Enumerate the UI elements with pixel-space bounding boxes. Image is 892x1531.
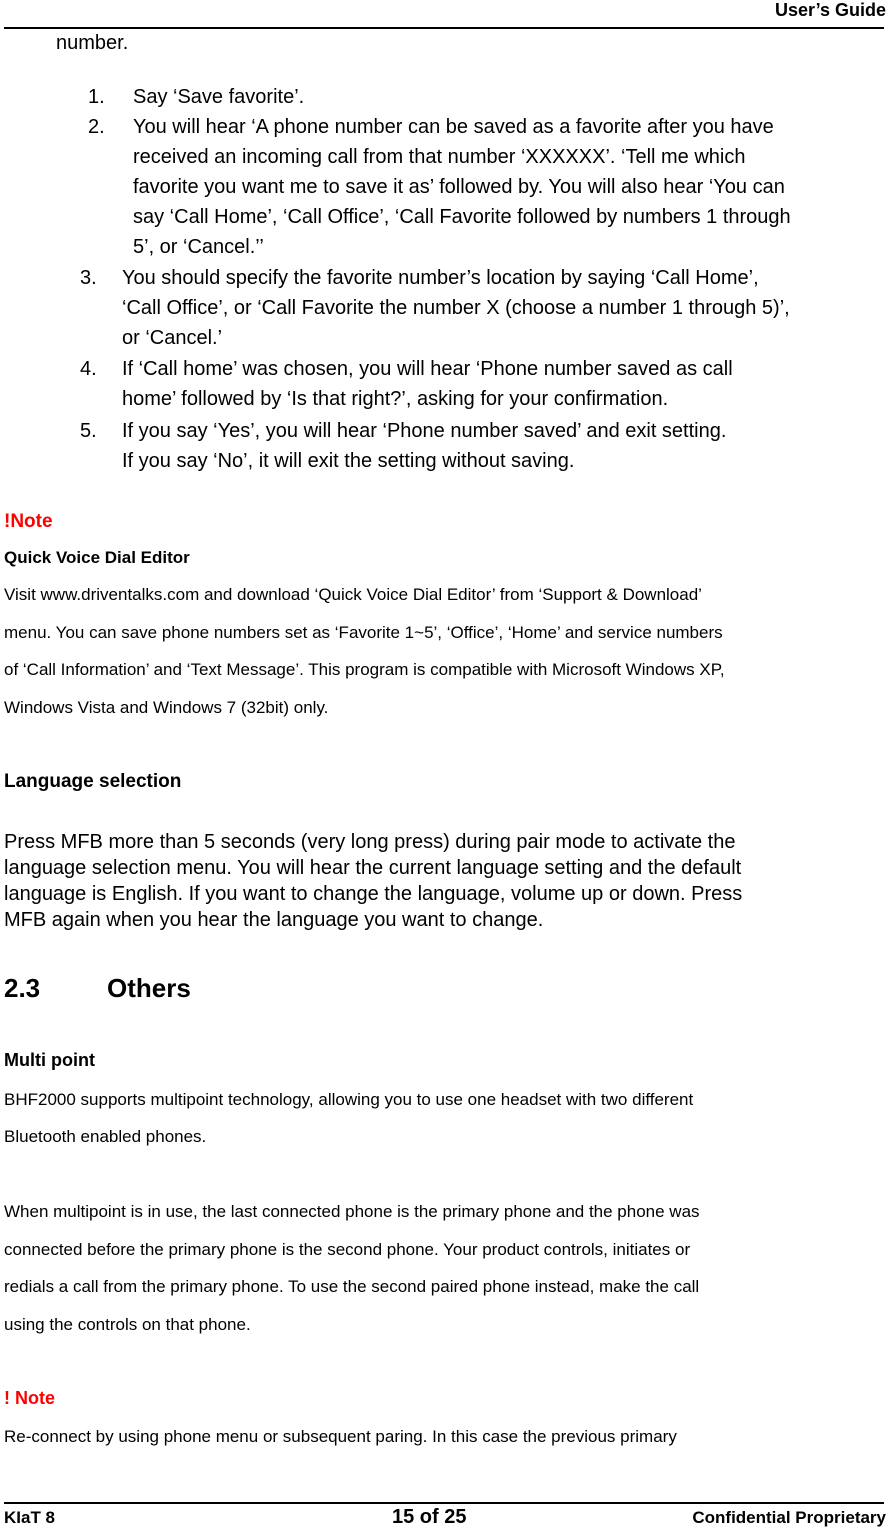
step-text: home’ followed by ‘Is that right?’, asking for your confirmation. — [122, 388, 669, 410]
step-text: ‘Call Office’, or ‘Call Favorite the number X (choose a number 1 through 5)’, — [122, 297, 790, 319]
footer-left: KIaT 8 — [4, 1508, 56, 1527]
language-text: Press MFB more than 5 seconds (very long press) during pair mode to activate the — [4, 831, 736, 853]
step-text: If you say ‘Yes’, you will hear ‘Phone number saved’ and exit setting. — [122, 420, 727, 442]
header-rule — [4, 27, 884, 29]
step-text: say ‘Call Home’, ‘Call Office’, ‘Call Favorite followed by numbers 1 through — [133, 206, 791, 228]
multipoint-text: using the controls on that phone. — [4, 1315, 251, 1334]
step-number: 3. — [80, 267, 97, 289]
step-text: or ‘Cancel.’ — [122, 327, 223, 349]
multipoint-text: connected before the primary phone is the second phone. Your product controls, initiates or — [4, 1240, 691, 1259]
section-title: Others — [107, 973, 191, 1003]
multipoint-heading: Multi point — [4, 1050, 95, 1070]
step-number: 1. — [88, 86, 105, 108]
top-fragment: number. — [56, 32, 129, 54]
step-text: received an incoming call from that number ‘XXXXXX’. ‘Tell me which — [133, 146, 746, 168]
step-text: You will hear ‘A phone number can be saved as a favorite after you have — [133, 116, 774, 138]
language-text: language selection menu. You will hear the current language setting and the default — [4, 857, 742, 879]
step-text: If ‘Call home’ was chosen, you will hear ‘Phone number saved as call — [122, 358, 733, 380]
section-number: 2.3 — [4, 973, 41, 1003]
step-text: favorite you want me to save it as’ followed by. You will also hear ‘You can — [133, 176, 785, 198]
step-text: Say ‘Save favorite’. — [133, 86, 305, 108]
note-text: menu. You can save phone numbers set as ‘Favorite 1~5’, ‘Office’, ‘Home’ and service numbers — [4, 623, 723, 642]
language-text: MFB again when you hear the language you want to change. — [4, 909, 544, 931]
note-label: ! Note — [4, 1388, 55, 1408]
step-number: 5. — [80, 420, 97, 442]
note-heading: Quick Voice Dial Editor — [4, 548, 190, 567]
multipoint-text: When multipoint is in use, the last connected phone is the primary phone and the phone was — [4, 1202, 700, 1221]
language-text: language is English. If you want to change the language, volume up or down. Press — [4, 883, 743, 905]
header-title: User’s Guide — [774, 0, 886, 20]
multipoint-text: Bluetooth enabled phones. — [4, 1127, 207, 1146]
step-number: 2. — [88, 116, 105, 138]
note-text: of ‘Call Information’ and ‘Text Message’. This program is compatible with Microsoft Windows XP, — [4, 660, 725, 679]
step-text: You should specify the favorite number’s location by saying ‘Call Home’, — [122, 267, 759, 289]
note-text: Windows Vista and Windows 7 (32bit) only. — [4, 698, 329, 717]
page-number: 15 of 25 — [392, 1506, 467, 1528]
step-text: If you say ‘No’, it will exit the setting without saving. — [122, 450, 575, 472]
note-text: Visit www.driventalks.com and download ‘Quick Voice Dial Editor’ from ‘Support & Download’ — [4, 585, 702, 604]
footer-right: Confidential Proprietary — [692, 1508, 886, 1527]
language-heading: Language selection — [4, 771, 182, 792]
note-text: Re-connect by using phone menu or subsequent paring. In this case the previous primary — [4, 1427, 677, 1446]
multipoint-text: BHF2000 supports multipoint technology, allowing you to use one headset with two different — [4, 1090, 694, 1109]
footer-rule — [4, 1502, 884, 1504]
multipoint-text: redials a call from the primary phone. To use the second paired phone instead, make the call — [4, 1277, 700, 1296]
step-text: 5’, or ‘Cancel.’’ — [133, 236, 264, 258]
step-number: 4. — [80, 358, 97, 380]
note-label: !Note — [4, 511, 53, 532]
